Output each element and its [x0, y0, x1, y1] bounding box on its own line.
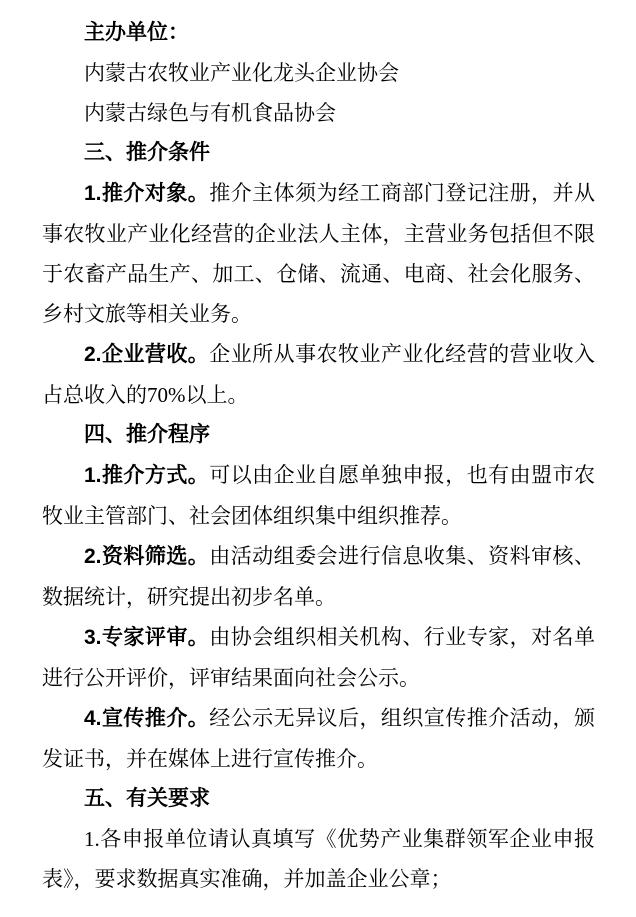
item-label: 1.推介方式。 — [84, 464, 210, 487]
heading-text: 四、推介程序 — [84, 423, 210, 446]
section-heading — [42, 415, 595, 455]
paragraph — [42, 93, 595, 133]
paragraph-text: 企业所从事农牧业产业化经营的营业收入占总收入的70%以上。 — [42, 342, 595, 407]
paragraph-text: 经公示无异议后，组织宣传推介活动，颁发证书，并在媒体上进行宣传推介。 — [42, 706, 595, 771]
numbered-item — [42, 455, 595, 536]
section-heading — [42, 779, 595, 819]
paragraph — [42, 53, 595, 93]
paragraph-text: 内蒙古绿色与有机食品协会 — [84, 101, 336, 125]
section-heading — [42, 133, 595, 173]
item-label: 3.专家评审。 — [84, 626, 210, 649]
heading-text: 三、推介条件 — [84, 141, 210, 164]
paragraph-text: 内蒙古农牧业产业化龙头企业协会 — [84, 61, 399, 85]
numbered-item — [42, 617, 595, 698]
numbered-item — [42, 536, 595, 617]
paragraph-text: 1.各申报单位请认真填写《优势产业集群领军企业申报表》，要求数据真实准确，并加盖企业公章； — [42, 827, 595, 891]
paragraph-text: 由协会组织相关机构、行业专家，对名单进行公开评价，评审结果面向社会公示。 — [42, 625, 595, 690]
section-heading — [42, 13, 595, 53]
item-label: 1.推介对象。 — [84, 182, 210, 205]
numbered-item — [42, 698, 595, 779]
numbered-item — [42, 819, 595, 899]
paragraph-text: 由活动组委会进行信息收集、资料审核、数据统计，研究提出初步名单。 — [42, 544, 595, 609]
numbered-item — [42, 173, 595, 334]
numbered-item — [42, 334, 595, 415]
item-label: 2.资料筛选。 — [84, 545, 210, 568]
item-label: 4.宣传推介。 — [84, 707, 210, 730]
item-label: 2.企业营收。 — [84, 343, 210, 366]
paragraph-text: 可以由企业自愿单独申报，也有由盟市农牧业主管部门、社会团体组织集中组织推荐。 — [42, 463, 595, 528]
heading-text: 主办单位： — [84, 21, 189, 44]
paragraph-text: 推介主体须为经工商部门登记注册，并从事农牧业产业化经营的企业法人主体，主营业务包括但不限于农畜产品生产、加工、仓储、流通、电商、社会化服务、乡村文旅等相关业务。 — [42, 181, 595, 326]
heading-text: 五、有关要求 — [84, 787, 210, 810]
